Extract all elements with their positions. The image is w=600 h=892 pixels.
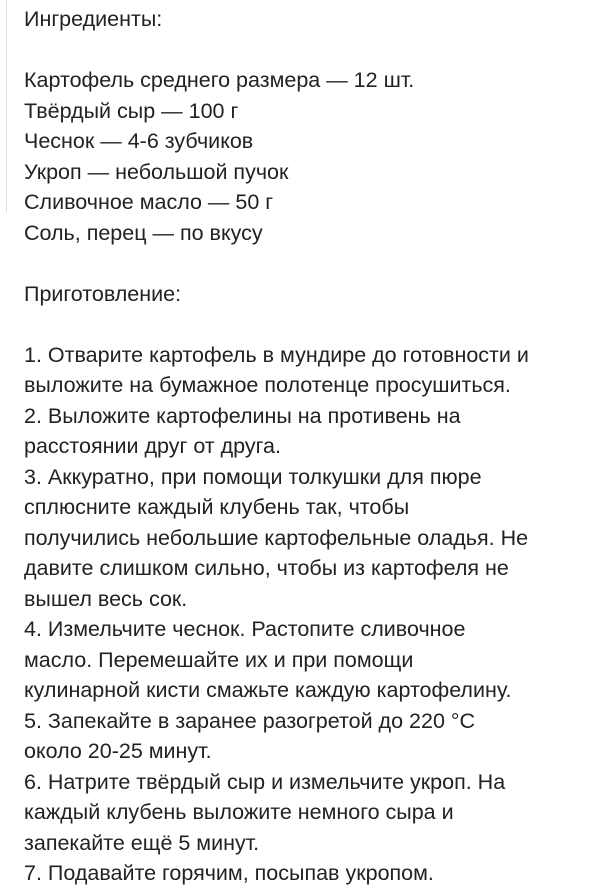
ingredients-heading: Ингредиенты: xyxy=(24,7,163,31)
preparation-step: 5. Запекайте в заранее разогретой до 220 °C около 20-25 минут. xyxy=(24,708,475,763)
ingredient-item: Соль, перец — по вкусу xyxy=(24,220,263,245)
ingredient-item: Твёрдый сыр — 100 г xyxy=(24,98,239,123)
preparation-step: 1. Отварите картофель в мундире до готовности и выложите на бумажное полотенце просушиться. xyxy=(24,342,529,397)
preparation-step: 6. Натрите твёрдый сыр и измельчите укроп. На каждый клубень выложите немного сыра и запекайте ещё 5 минут. xyxy=(24,769,506,855)
left-edge-divider xyxy=(6,0,7,212)
preparation-step: 3. Аккуратно, при помощи толкушки для пюре сплюсните каждый клубень так, чтобы получились небольшие картофельные оладья. Не давите слишком сильно, чтобы из картофеля не вышел весь сок. xyxy=(24,464,529,611)
preparation-heading: Приготовление: xyxy=(24,281,182,306)
ingredient-item: Укроп — небольшой пучок xyxy=(24,159,289,184)
ingredient-item: Сливочное масло — 50 г xyxy=(24,190,274,214)
ingredient-item: Картофель среднего размера — 12 шт. xyxy=(24,68,415,92)
preparation-steps xyxy=(24,340,590,889)
ingredient-item: Чеснок — 4-6 зубчиков xyxy=(24,129,254,153)
preparation-step: 4. Измельчите чеснок. Растопите сливочное масло. Перемешайте их и при помощи кулинарной кисти смажьте каждую картофелину. xyxy=(24,617,512,702)
preparation-step: 7. Подавайте горячим, посыпав укропом. xyxy=(24,861,434,885)
ingredients-list xyxy=(24,65,590,248)
preparation-step: 2. Выложите картофелины на противень на расстоянии друг от друга. xyxy=(24,403,461,458)
recipe-text xyxy=(24,0,590,889)
